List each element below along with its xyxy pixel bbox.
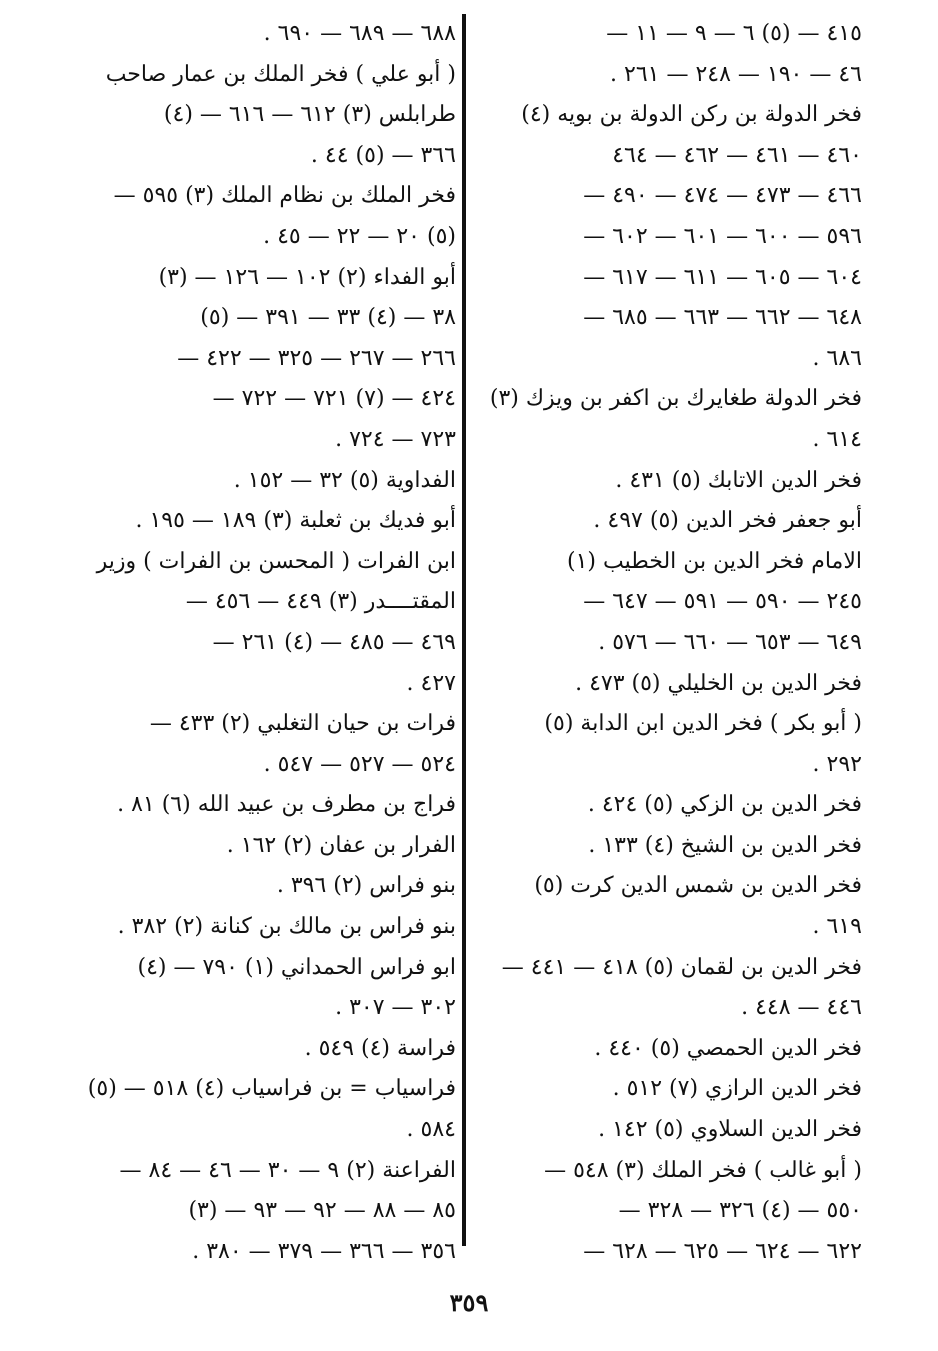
index-entry-line: ٥٢٤ — ٥٢٧ — ٥٤٧ . — [263, 751, 456, 777]
index-entry-line: ٥٨٤ . — [406, 1117, 456, 1143]
index-entry-line: المقتــــدر (٣) ٤٤٩ — ٤٥٦ — — [185, 589, 456, 615]
index-entry-line: ٣٠٢ — ٣٠٧ . — [335, 995, 456, 1021]
index-entry-line: فخر الملك بن نظام الملك (٣) ٥٩٥ — — [113, 183, 456, 209]
index-entry-line: أبو جعفر فخر الدين (٥) ٤٩٧ . — [593, 508, 862, 534]
index-entry-line: فخر الدين الحمصي (٥) ٤٤٠ . — [594, 1035, 862, 1061]
index-entry-line: الفرار بن عفان (٢) ١٦٢ . — [226, 832, 456, 858]
index-entry-line: ٥٥٠ — (٤) ٣٢٦ — ٣٢٨ — — [618, 1198, 862, 1224]
index-entry-line: ٤٦٦ — ٤٧٣ — ٤٧٤ — ٤٩٠ — — [583, 183, 862, 209]
index-entry-line: فخر الدين الاتابك (٥) ٤٣١ . — [615, 467, 862, 493]
index-entry-line: فراسياب = بن فراسياب (٤) ٥١٨ — (٥) — [87, 1076, 456, 1102]
index-entry-line: بنو فراس بن مالك بن كنانة (٢) ٣٨٢ . — [117, 914, 456, 940]
index-entry-line: ٦١٤ . — [812, 426, 862, 452]
index-entry-line: ٦٨٦ . — [812, 345, 862, 371]
index-entry-line: ٣٦٦ — (٥) ٤٤ . — [310, 142, 456, 168]
index-entry-line: ٢٤٥ — ٥٩٠ — ٥٩١ — ٦٤٧ — — [583, 589, 862, 615]
left-column — [87, 14, 456, 1272]
index-entry-line: ٧٢٣ — ٧٢٤ . — [335, 426, 456, 452]
index-entry-line: ٦٢٢ — ٦٢٤ — ٦٢٥ — ٦٢٨ — — [583, 1238, 862, 1264]
index-entry-line: فخر الدين بن لقمان (٥) ٤١٨ — ٤٤١ — — [501, 954, 862, 980]
index-entry-line: (٥) ٢٠ — ٢٢ — ٤٥ . — [263, 223, 456, 249]
index-entry-line: فرات بن حيان التغلبي (٢) ٤٣٣ — — [149, 711, 456, 737]
index-entry-line: ٤٢٧ . — [406, 670, 456, 696]
index-entry-line: ٤٦٩ — ٤٨٥ — (٤) ٢٦١ — — [212, 629, 456, 655]
index-entry-line: ابو فراس الحمداني (١) ٧٩٠ — (٤) — [137, 954, 456, 980]
index-entry-line: ابن الفرات ( المحسن بن الفرات ) وزير — [96, 548, 456, 574]
index-entry-line: ٥٩٦ — ٦٠٠ — ٦٠١ — ٦٠٢ — — [583, 223, 862, 249]
index-entry-line: ( أبو غالب ) فخر الملك (٣) ٥٤٨ — — [544, 1157, 862, 1183]
index-entry-line: فراسة (٤) ٥٤٩ . — [304, 1035, 456, 1061]
index-entry-line: ٤٦ — ١٩٠ — ٢٤٨ — ٢٦١ . — [610, 61, 862, 87]
index-entry-line: ٦٨٨ — ٦٨٩ — ٦٩٠ . — [263, 21, 456, 46]
index-entry-line: ٦٤٨ — ٦٦٢ — ٦٦٣ — ٦٨٥ — — [583, 305, 862, 331]
index-entry-line: ٨٥ — ٨٨ — ٩٢ — ٩٣ — (٣) — [188, 1198, 456, 1224]
index-entry-line: ( أبو بكر ) فخر الدين ابن الدابة (٥) — [544, 711, 862, 737]
index-entry-line: ٢٩٢ . — [812, 751, 862, 777]
index-entry-line: ٦١٩ . — [812, 914, 862, 940]
index-entry-line: فخر الدين الرازي (٧) ٥١٢ . — [612, 1076, 862, 1102]
index-entry-line: أبو الفداء (٢) ١٠٢ — ١٢٦ — (٣) — [158, 264, 456, 290]
index-entry-line: ٤٦٠ — ٤٦١ — ٤٦٢ — ٤٦٤ — [612, 142, 862, 168]
column-divider — [462, 14, 466, 1246]
index-entry-line: فخر الدولة طغايرك بن اكفر بن ويزك (٣) — [489, 386, 862, 412]
index-entry-line: طرابلس (٣) ٦١٢ — ٦١٦ — (٤) — [163, 102, 456, 128]
index-entry-line: بنو فراس (٢) ٣٩٦ . — [276, 873, 456, 899]
index-entry-line: ( أبو علي ) فخر الملك بن عمار صاحب — [105, 61, 456, 87]
index-entry-line: الامام فخر الدين بن الخطيب (١) — [566, 548, 862, 574]
index-entry-line: ٢٦٦ — ٢٦٧ — ٣٢٥ — ٤٢٢ — — [177, 345, 456, 371]
index-entry-line: ٦٠٤ — ٦٠٥ — ٦١١ — ٦١٧ — — [583, 264, 862, 290]
index-entry-line: فخر الدين السلاوي (٥) ١٤٢ . — [598, 1117, 862, 1143]
index-entry-line: ٤٢٤ — (٧) ٧٢١ — ٧٢٢ — — [212, 386, 456, 412]
index-entry-line: ٦٤٩ — ٦٥٣ — ٦٦٠ — ٥٧٦ . — [598, 629, 862, 655]
index-entry-line: ٣٨ — (٤) ٣٣ — ٣٩١ — (٥) — [200, 305, 456, 331]
index-entry-line: الفداوية (٥) ٣٢ — ١٥٢ . — [233, 467, 456, 493]
index-entry-line: فخر الدين بن الخليلي (٥) ٤٧٣ . — [575, 670, 862, 696]
index-entry-line: فخر الدين بن شمس الدين كرت (٥) — [534, 873, 862, 899]
index-entry-line: ٤١٥ — (٥) ٦ — ٩ — ١١ — — [606, 21, 862, 46]
index-entry-line: فخر الدولة بن ركن الدولة بن بويه (٤) — [521, 102, 862, 128]
index-entry-line: فخر الدين بن الزكي (٥) ٤٢٤ . — [587, 792, 862, 818]
index-entry-line: الفراعنة (٢) ٩ — ٣٠ — ٤٦ — ٨٤ — — [119, 1157, 456, 1183]
index-entry-line: ٤٤٦ — ٤٤٨ . — [741, 995, 862, 1021]
index-entry-line: ٣٥٦ — ٣٦٦ — ٣٧٩ — ٣٨٠ . — [192, 1238, 456, 1264]
index-entry-line: أبو فديك بن ثعلبة (٣) ١٨٩ — ١٩٥ . — [135, 508, 456, 534]
index-entry-line: فراج بن مطرف بن عبيد الله (٦) ٨١ . — [117, 792, 456, 818]
page-number: ٣٥٩ — [449, 1288, 489, 1317]
index-entry-line: فخر الدين بن الشيخ (٤) ١٣٣ . — [588, 832, 862, 858]
right-column — [489, 14, 862, 1272]
